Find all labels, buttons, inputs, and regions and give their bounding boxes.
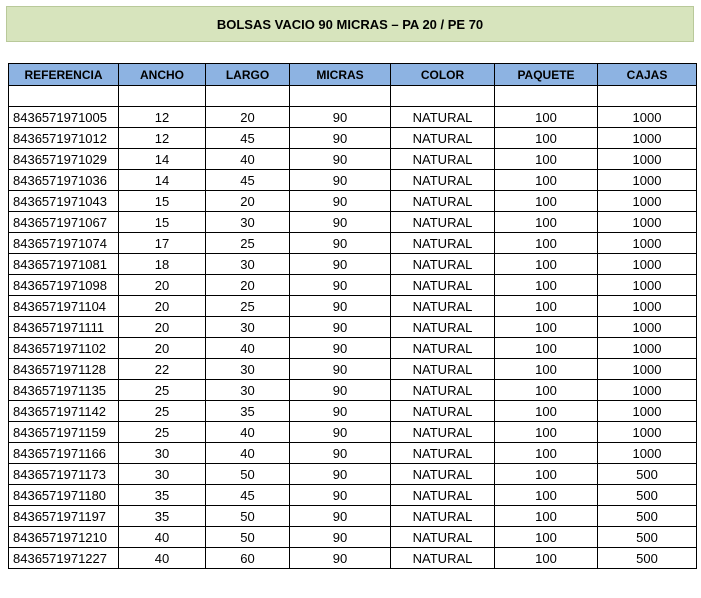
paquete-cell: 100 (495, 212, 598, 233)
micras-cell: 90 (290, 275, 391, 296)
largo-cell: 40 (206, 443, 290, 464)
cajas-cell: 1000 (598, 401, 697, 422)
color-cell: NATURAL (391, 464, 495, 485)
paquete-cell: 100 (495, 275, 598, 296)
table-row (9, 506, 697, 527)
paquete-cell: 100 (495, 527, 598, 548)
referencia-cell: 8436571971159 (9, 422, 119, 443)
cajas-cell: 1000 (598, 254, 697, 275)
color-cell: NATURAL (391, 548, 495, 569)
ancho-cell: 35 (119, 485, 206, 506)
largo-cell: 45 (206, 485, 290, 506)
micras-cell: 90 (290, 359, 391, 380)
ancho-cell: 20 (119, 338, 206, 359)
cajas-cell: 1000 (598, 317, 697, 338)
largo-cell: 30 (206, 359, 290, 380)
color-cell: NATURAL (391, 527, 495, 548)
column-header-micras: MICRAS (290, 64, 391, 86)
color-cell: NATURAL (391, 338, 495, 359)
ancho-cell: 40 (119, 527, 206, 548)
referencia-cell: 8436571971081 (9, 254, 119, 275)
cajas-cell: 1000 (598, 443, 697, 464)
cajas-cell: 1000 (598, 191, 697, 212)
column-header-color: COLOR (391, 64, 495, 86)
referencia-cell: 8436571971180 (9, 485, 119, 506)
paquete-cell: 100 (495, 296, 598, 317)
table-row (9, 443, 697, 464)
cajas-cell: 1000 (598, 233, 697, 254)
largo-cell: 20 (206, 191, 290, 212)
ancho-cell: 20 (119, 317, 206, 338)
table-row (9, 338, 697, 359)
ancho-cell: 17 (119, 233, 206, 254)
largo-cell: 35 (206, 401, 290, 422)
color-cell: NATURAL (391, 128, 495, 149)
color-cell: NATURAL (391, 359, 495, 380)
color-cell: NATURAL (391, 233, 495, 254)
page-title: BOLSAS VACIO 90 MICRAS – PA 20 / PE 70 (6, 6, 694, 42)
header-row (9, 64, 697, 86)
micras-cell: 90 (290, 107, 391, 128)
cajas-cell: 1000 (598, 107, 697, 128)
table-row (9, 422, 697, 443)
paquete-cell: 100 (495, 443, 598, 464)
table-row (9, 485, 697, 506)
paquete-cell: 100 (495, 359, 598, 380)
largo-cell: 50 (206, 527, 290, 548)
referencia-cell: 8436571971098 (9, 275, 119, 296)
color-cell: NATURAL (391, 149, 495, 170)
table-row (9, 191, 697, 212)
largo-cell: 30 (206, 254, 290, 275)
referencia-cell: 8436571971111 (9, 317, 119, 338)
color-cell: NATURAL (391, 191, 495, 212)
paquete-cell: 100 (495, 170, 598, 191)
cajas-cell: 1000 (598, 275, 697, 296)
blank-cell (391, 86, 495, 107)
largo-cell: 40 (206, 338, 290, 359)
ancho-cell: 25 (119, 401, 206, 422)
paquete-cell: 100 (495, 128, 598, 149)
referencia-cell: 8436571971005 (9, 107, 119, 128)
table-row (9, 359, 697, 380)
cajas-cell: 1000 (598, 212, 697, 233)
micras-cell: 90 (290, 443, 391, 464)
table-row (9, 464, 697, 485)
ancho-cell: 15 (119, 191, 206, 212)
micras-cell: 90 (290, 527, 391, 548)
color-cell: NATURAL (391, 506, 495, 527)
ancho-cell: 30 (119, 443, 206, 464)
micras-cell: 90 (290, 296, 391, 317)
table-row (9, 212, 697, 233)
ancho-cell: 40 (119, 548, 206, 569)
paquete-cell: 100 (495, 149, 598, 170)
product-table (8, 63, 697, 569)
paquete-cell: 100 (495, 317, 598, 338)
ancho-cell: 20 (119, 296, 206, 317)
paquete-cell: 100 (495, 485, 598, 506)
referencia-cell: 8436571971197 (9, 506, 119, 527)
cajas-cell: 1000 (598, 296, 697, 317)
column-header-ancho: ANCHO (119, 64, 206, 86)
paquete-cell: 100 (495, 506, 598, 527)
color-cell: NATURAL (391, 401, 495, 422)
micras-cell: 90 (290, 380, 391, 401)
color-cell: NATURAL (391, 317, 495, 338)
ancho-cell: 20 (119, 275, 206, 296)
color-cell: NATURAL (391, 170, 495, 191)
cajas-cell: 500 (598, 464, 697, 485)
blank-cell (119, 86, 206, 107)
paquete-cell: 100 (495, 380, 598, 401)
color-cell: NATURAL (391, 485, 495, 506)
referencia-cell: 8436571971029 (9, 149, 119, 170)
ancho-cell: 22 (119, 359, 206, 380)
cajas-cell: 1000 (598, 359, 697, 380)
cajas-cell: 1000 (598, 422, 697, 443)
largo-cell: 60 (206, 548, 290, 569)
cajas-cell: 1000 (598, 338, 697, 359)
color-cell: NATURAL (391, 296, 495, 317)
cajas-cell: 500 (598, 527, 697, 548)
blank-cell (290, 86, 391, 107)
micras-cell: 90 (290, 317, 391, 338)
largo-cell: 30 (206, 212, 290, 233)
micras-cell: 90 (290, 191, 391, 212)
cajas-cell: 1000 (598, 380, 697, 401)
largo-cell: 30 (206, 380, 290, 401)
blank-cell (495, 86, 598, 107)
ancho-cell: 15 (119, 212, 206, 233)
table-row (9, 401, 697, 422)
cajas-cell: 500 (598, 485, 697, 506)
largo-cell: 20 (206, 107, 290, 128)
referencia-cell: 8436571971128 (9, 359, 119, 380)
micras-cell: 90 (290, 401, 391, 422)
table-row (9, 128, 697, 149)
paquete-cell: 100 (495, 233, 598, 254)
largo-cell: 50 (206, 506, 290, 527)
largo-cell: 20 (206, 275, 290, 296)
referencia-cell: 8436571971036 (9, 170, 119, 191)
color-cell: NATURAL (391, 443, 495, 464)
ancho-cell: 30 (119, 464, 206, 485)
referencia-cell: 8436571971142 (9, 401, 119, 422)
micras-cell: 90 (290, 128, 391, 149)
paquete-cell: 100 (495, 254, 598, 275)
ancho-cell: 12 (119, 128, 206, 149)
referencia-cell: 8436571971210 (9, 527, 119, 548)
color-cell: NATURAL (391, 380, 495, 401)
micras-cell: 90 (290, 548, 391, 569)
largo-cell: 40 (206, 149, 290, 170)
largo-cell: 45 (206, 170, 290, 191)
color-cell: NATURAL (391, 212, 495, 233)
cajas-cell: 1000 (598, 170, 697, 191)
table-row (9, 317, 697, 338)
table-row (9, 254, 697, 275)
blank-cell (206, 86, 290, 107)
column-header-paquete: PAQUETE (495, 64, 598, 86)
column-header-referencia: REFERENCIA (9, 64, 119, 86)
referencia-cell: 8436571971043 (9, 191, 119, 212)
micras-cell: 90 (290, 338, 391, 359)
table-row (9, 527, 697, 548)
blank-cell (598, 86, 697, 107)
referencia-cell: 8436571971074 (9, 233, 119, 254)
largo-cell: 40 (206, 422, 290, 443)
paquete-cell: 100 (495, 191, 598, 212)
largo-cell: 30 (206, 317, 290, 338)
micras-cell: 90 (290, 149, 391, 170)
column-header-cajas: CAJAS (598, 64, 697, 86)
referencia-cell: 8436571971227 (9, 548, 119, 569)
referencia-cell: 8436571971135 (9, 380, 119, 401)
color-cell: NATURAL (391, 422, 495, 443)
ancho-cell: 12 (119, 107, 206, 128)
referencia-cell: 8436571971166 (9, 443, 119, 464)
micras-cell: 90 (290, 464, 391, 485)
ancho-cell: 35 (119, 506, 206, 527)
paquete-cell: 100 (495, 548, 598, 569)
table-row (9, 170, 697, 191)
referencia-cell: 8436571971104 (9, 296, 119, 317)
cajas-cell: 1000 (598, 149, 697, 170)
column-header-largo: LARGO (206, 64, 290, 86)
table-row (9, 233, 697, 254)
paquete-cell: 100 (495, 464, 598, 485)
micras-cell: 90 (290, 506, 391, 527)
blank-row (9, 86, 697, 107)
ancho-cell: 25 (119, 422, 206, 443)
referencia-cell: 8436571971102 (9, 338, 119, 359)
color-cell: NATURAL (391, 254, 495, 275)
micras-cell: 90 (290, 233, 391, 254)
paquete-cell: 100 (495, 107, 598, 128)
micras-cell: 90 (290, 254, 391, 275)
micras-cell: 90 (290, 212, 391, 233)
ancho-cell: 14 (119, 170, 206, 191)
paquete-cell: 100 (495, 401, 598, 422)
ancho-cell: 18 (119, 254, 206, 275)
table-row (9, 275, 697, 296)
ancho-cell: 14 (119, 149, 206, 170)
cajas-cell: 500 (598, 548, 697, 569)
micras-cell: 90 (290, 170, 391, 191)
table-row (9, 296, 697, 317)
color-cell: NATURAL (391, 275, 495, 296)
paquete-cell: 100 (495, 422, 598, 443)
table-row (9, 380, 697, 401)
referencia-cell: 8436571971173 (9, 464, 119, 485)
referencia-cell: 8436571971012 (9, 128, 119, 149)
table-row (9, 548, 697, 569)
color-cell: NATURAL (391, 107, 495, 128)
table-row (9, 107, 697, 128)
table-row (9, 149, 697, 170)
ancho-cell: 25 (119, 380, 206, 401)
largo-cell: 25 (206, 296, 290, 317)
largo-cell: 45 (206, 128, 290, 149)
largo-cell: 25 (206, 233, 290, 254)
blank-cell (9, 86, 119, 107)
micras-cell: 90 (290, 485, 391, 506)
micras-cell: 90 (290, 422, 391, 443)
paquete-cell: 100 (495, 338, 598, 359)
referencia-cell: 8436571971067 (9, 212, 119, 233)
cajas-cell: 1000 (598, 128, 697, 149)
cajas-cell: 500 (598, 506, 697, 527)
largo-cell: 50 (206, 464, 290, 485)
